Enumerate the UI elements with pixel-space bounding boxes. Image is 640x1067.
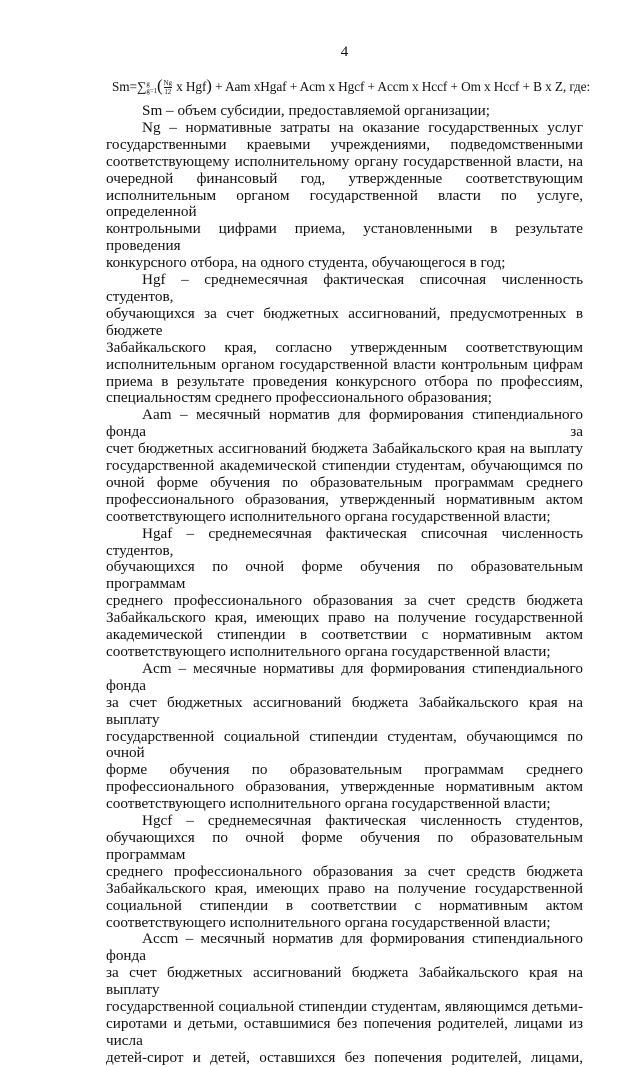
text-line: за счет бюджетных ассигнований бюджета Забайкальского края на выплату: [106, 693, 583, 728]
text-line: Ng – нормативные затраты на оказание государственных услуг: [142, 118, 583, 136]
text-line: сиротами и детьми, оставшимися без попечения родителей, лицами из числа: [106, 1014, 583, 1049]
sum-symbol: ∑: [136, 79, 147, 94]
text-line: Accm – месячный норматив для формирования стипендиального фонда: [106, 930, 583, 965]
text-line: Забайкальского края, согласно утвержденным соответствующим: [106, 338, 583, 356]
text-line: среднего профессионального образования за счет средств бюджета: [106, 862, 583, 880]
text-line: государственной социальной стипендии студентам, обучающимся по очной: [106, 727, 583, 762]
text-line: академической стипендии в соответствии с нормативным актом: [106, 626, 583, 644]
left-paren: (: [156, 76, 163, 95]
text-line: Hgaf – среднемесячная фактическая списочная численность студентов,: [106, 524, 583, 559]
text-line: Sm – объем субсидии, предоставляемой организации;: [142, 102, 490, 119]
text-line: социальной стипендии в соответствии с нормативным актом: [106, 896, 583, 914]
text-line: Acm – месячные нормативы для формирования стипендиального фонда: [106, 659, 583, 694]
formula-hgf: x Hgf: [172, 79, 207, 94]
formula-rest: + Aam xHgaf + Acm x Hgcf + Accm x Hccf + Om x Hccf + B x Z, где:: [215, 79, 591, 94]
paragraph: [106, 526, 583, 661]
text-line: за счет бюджетных ассигнований бюджета Забайкальского края на выплату: [106, 964, 583, 999]
text-line: обучающихся по очной форме обучения по образовательным программам: [106, 828, 583, 863]
text-line: Aam – месячный норматив для формирования стипендиального фонда за: [106, 406, 583, 441]
text-line: обучающихся по очной форме обучения по образовательным программам: [106, 558, 583, 593]
fraction: $\frac{Ng}{12}$: [163, 79, 172, 97]
paragraph: [106, 661, 583, 813]
text-line: конкурсного отбора, на одного студента, обучающегося в год;: [106, 254, 506, 272]
document-body: [106, 103, 583, 1067]
text-line: государственной академической стипендии студентам, обучающимся по: [106, 457, 583, 475]
text-line: Забайкальского края, имеющих право на получение государственной: [106, 609, 583, 627]
paragraph: [106, 407, 583, 525]
page-number: 4: [340, 44, 349, 60]
text-line: профессионального образования, утвержденные нормативным актом: [106, 778, 583, 796]
text-line: счет бюджетных ассигнований бюджета Забайкальского края на выплату: [106, 440, 583, 458]
right-paren: ): [206, 76, 212, 95]
text-line: среднего профессионального образования за счет средств бюджета: [106, 592, 583, 610]
paragraph: [106, 813, 583, 931]
sum-limits: g g=1: [146, 79, 157, 95]
paragraph: [106, 120, 583, 272]
subsidy-formula: [112, 76, 590, 96]
text-line: соответствующего исполнительного органа государственной власти;: [106, 795, 551, 813]
text-line: Забайкальского края, имеющих право на получение государственной: [106, 879, 583, 897]
text-line: исполнительным органом государственной власти контрольным цифрам: [106, 355, 583, 373]
paragraph: [106, 103, 583, 120]
text-line: детей-сирот и детей, оставшихся без попечения родителей, лицами,: [106, 1048, 583, 1066]
text-line: государственной социальной стипендии студентам, являющимся детьми-: [106, 998, 583, 1016]
text-line: соответствующего исполнительного органа государственной власти;: [106, 643, 551, 660]
text-line: специальностям среднего профессионального образования;: [106, 389, 492, 407]
text-line: очной форме обучения по образовательным программам среднего: [106, 473, 583, 491]
formula-lhs: Sm=: [112, 79, 137, 94]
paragraph: [106, 931, 583, 1066]
text-line: приема в результате проведения конкурсного отбора по профессиям,: [106, 372, 583, 390]
text-line: Hgf – среднемесячная фактическая списочная численность студентов,: [106, 271, 583, 305]
text-line: контрольными цифрами приема, установленными в результате проведения: [106, 220, 583, 255]
text-line: форме обучения по образовательным программам среднего: [106, 761, 583, 779]
text-line: обучающихся за счет бюджетных ассигнований, предусмотренных в бюджете: [106, 304, 583, 339]
text-line: профессионального образования, утвержденный нормативным актом: [106, 490, 583, 508]
text-line: очередной финансовый год, утвержденные соответствующим: [106, 169, 583, 187]
text-line: соответствующему исполнительному органу государственной власти, на: [106, 152, 583, 170]
paragraph: [106, 272, 583, 407]
text-line: соответствующего исполнительного органа государственной власти;: [106, 913, 551, 931]
text-line: исполнительным органом государственной власти по услуге, определенной: [106, 186, 583, 221]
text-line: государственными краевыми учреждениями, подведомственными: [106, 135, 583, 153]
text-line: Hgcf – среднемесячная фактическая численность студентов,: [142, 812, 583, 830]
text-line: соответствующего исполнительного органа государственной власти;: [106, 507, 551, 525]
